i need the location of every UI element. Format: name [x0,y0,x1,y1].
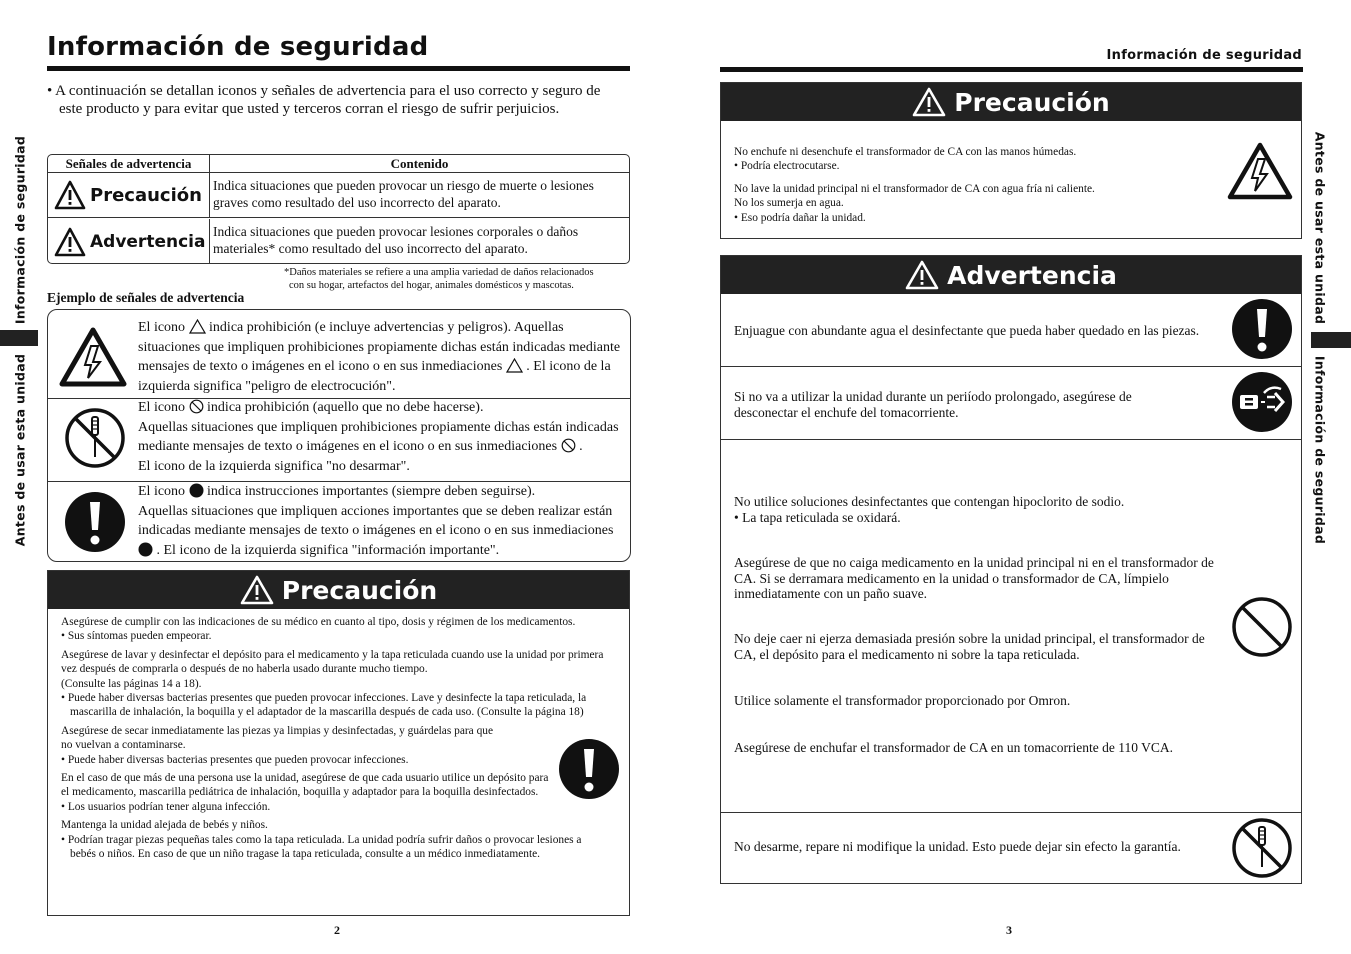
example-text: . El icono de la izquierda significa "información importante". [156,542,500,558]
warning-banner-label: Advertencia [947,260,1117,290]
precaution-item: Asegúrese de secar inmediatamente las piezas ya limpias y desinfectadas, y guárdelas para que no vuelvan a contaminarse. [61,724,494,752]
warning-separator [721,812,1301,813]
warning-separator [721,439,1301,440]
page-number-right: 3 [1006,923,1012,937]
right-title-rule [720,67,1303,72]
electric-shock-icon [58,326,128,388]
precaution-item: Asegúrese de lavar y desinfectar el depósito para el medicamento y la tapa reticulada cuando use la unidad por primera vez después de comprarla o después de no haberla usado durante mucho tiempo. [61,648,604,676]
example-text: indica prohibición (aquello que no debe hacerse). [207,400,484,415]
precaution-item: No lave la unidad principal ni el transformador de CA con agua fría ni caliente. [734,182,1095,195]
filled-circle-icon [189,483,204,498]
right-side-tab-marker [1311,332,1351,348]
electric-shock-icon [1227,141,1293,201]
example-text: El icono [138,484,186,499]
footnote [284,266,594,292]
precaution-item: No enchufe ni desenchufe el transformador de CA con las manos húmedas. [734,146,1077,158]
mandatory-action-icon [558,738,620,800]
example-text: El icono [138,400,186,415]
warning-triangle-icon [905,260,939,290]
warning-item: Enjuague con abundante agua el desinfectante que pueda haber quedado en las piezas. [734,323,1200,338]
example-text: El icono de la izquierda significa "no desarmar". [138,458,410,474]
signal-label-precaution: Precaución [90,184,202,206]
right-page-header: Información de seguridad [1106,48,1302,63]
warning-item: No deje caer ni ejerza demasiada presión sobre la unidad principal, el transformador de CA, el depósito para el medicamento ni sobre la tapa reticulada. [734,631,1205,662]
footnote-line-1: *Daños materiales se refiere a una amplia variedad de daños relacionados [284,267,594,278]
prohibition-outline-icon [561,438,576,453]
right-warning-box [720,255,1302,884]
warning-item: No utilice soluciones desinfectantes que contengan hipoclorito de sodio. [734,494,1125,509]
footnote-line-2: con su hogar, artefactos del hogar, animales domésticos y mascotas. [289,280,574,291]
precaution-item: No los sumerja en agua. [734,197,844,210]
example-text: Aquellas situaciones que impliquen prohibiciones propiamente dichas están indicadas mediante mensajes de texto o imágenes en el icono o en sus inmediaciones [138,419,619,454]
unplug-icon [1231,371,1293,433]
prohibition-icon [1231,596,1293,658]
warning-item: Utilice solamente el transformador proporcionado por Omron. [734,693,1071,708]
warning-triangle-icon [54,180,86,210]
warning-item: Asegúrese de enchufar el transformador de CA en un tomacorriente de 110 VCA. [734,740,1173,755]
example-text: . El icono de la izquierda significa "peligro de electrocución". [138,359,611,394]
example-title: Ejemplo de señales de advertencia [47,290,245,305]
right-side-tab-top: Antes de usar esta unidad [1312,131,1328,325]
precaution-banner [48,571,629,609]
mandatory-action-icon [64,490,126,554]
triangle-outline-icon [189,319,206,334]
intro-text: • A continuación se detallan iconos y señales de advertencia para el uso correcto y seguro de este producto y para evitar que usted y terceros corran el riesgo de sufrir perjuicios. [47,83,601,117]
precaution-content [61,615,621,866]
signal-table-header-content: Contenido [210,155,629,173]
filled-circle-icon [138,542,153,557]
warning-item-note: • La tapa reticulada se oxidará. [734,509,901,525]
no-disassemble-icon [1231,817,1293,879]
precaution-item-note: • Sus síntomas pueden empeorar. [61,630,212,643]
signal-table [47,154,630,264]
precaution-item-note: • Los usuarios podrían tener alguna infección. [61,800,271,813]
precaution-item: En el caso de que más de una persona use la unidad, asegúrese de que cada usuario utilice un depósito para el medicamento, mascarilla pediátrica de inhalación, boquilla y adaptador para la boquilla desinfectados. [61,772,549,799]
left-title-rule [47,66,630,71]
left-page-title: Información de seguridad [47,32,429,62]
table-row [48,173,629,218]
precaution-banner-label: Precaución [281,575,438,605]
precaution-item: Mantenga la unidad alejada de bebés y niños. [61,819,268,832]
precaution-banner-label: Precaución [954,87,1110,117]
precaution-item-note: • Puede haber diversas bacterias presentes que pueden provocar infecciones. [61,753,409,766]
left-side-tab-marker [0,330,38,346]
warning-separator [721,366,1301,367]
example-row-mandatory [48,482,630,562]
example-text: . [579,439,583,454]
signal-text-warning: Indica situaciones que pueden provocar lesiones corporales o daños materiales* como resultado del uso incorrecto del aparato. [213,224,579,256]
table-row [48,219,629,264]
precaution-item-note: • Puede haber diversas bacterias presentes que pueden provocar infecciones. Lave y desinfecte la tapa reticulada, la mascarilla de inhalación, la boquilla y el adaptador de la mascarilla después de cada uso. (Consulte la página 18) [61,692,587,719]
left-side-tab-top: Información de seguridad [12,135,28,325]
page-number-left: 2 [334,923,340,937]
example-box [47,309,631,562]
signal-table-header-signals: Señales de advertencia [48,155,210,173]
right-precaution-box [720,82,1302,239]
warning-item: Si no va a utilizar la unidad durante un periíodo prolongado, asegúrese de desconectar el enchufe del tomacorriente. [734,389,1132,420]
signal-label-warning: Advertencia [90,231,206,252]
precaution-item-note: • Eso podría dañar la unidad. [734,211,866,224]
mandatory-action-icon [1231,298,1293,360]
triangle-outline-icon [506,358,523,373]
precaution-item-note: • Podría electrocutarse. [734,160,840,173]
precaution-item: (Consulte las páginas 14 a 18). [61,677,202,690]
example-text: indica prohibición (e incluye advertencias y peligros). Aquellas situaciones que impliquen prohibiciones propiamente dichas están indicadas mediante mensajes de texto o imágenes en el icono o en sus inmediaciones [138,320,621,374]
example-text: El icono [138,320,186,335]
warning-item: No desarme, repare ni modifique la unidad. Esto puede dejar sin efecto la garantía. [734,839,1181,854]
no-disassemble-icon [64,407,126,469]
signal-text-precaution: Indica situaciones que pueden provocar un riesgo de muerte o lesiones graves como resultado del uso incorrecto del aparato. [213,178,594,210]
precaution-item-note: • Podrían tragar piezas pequeñas tales como la tapa reticulada. La unidad podría sufrir daños o provocar lesiones a bebés o niños. En caso de que un niño tragase la tapa reticulada, consulte a un médico inmediatamente. [61,833,582,861]
warning-banner [721,256,1301,294]
right-side-tab-bottom: Información de seguridad [1312,355,1328,545]
example-text: indica instrucciones importantes (siempre deben seguirse). [207,484,536,499]
example-row-triangle [48,310,630,398]
left-side-tab-bottom: Antes de usar esta unidad [12,353,28,547]
warning-triangle-icon [240,575,274,605]
prohibition-outline-icon [189,399,204,414]
warning-triangle-icon [912,87,946,117]
precaution-banner [721,83,1301,121]
example-text: Aquellas situaciones que impliquen acciones importantes que se deben realizar están indicadas mediante mensajes de texto o imágenes en el icono o en sus inmediaciones [138,503,614,538]
warning-item: Asegúrese de que no caiga medicamento en la unidad principal ni en el transformador de CA. Si se derramara medicamento en la unidad o transformador de CA, límpielo inmediatamente con un paño suave. [734,555,1214,601]
warning-triangle-icon [54,227,86,257]
precaution-item: Asegúrese de cumplir con las indicaciones de su médico en cuanto al tipo, dosis y régimen de los medicamentos. [61,616,576,628]
example-row-prohibition [48,399,630,481]
left-precaution-box [47,570,630,916]
